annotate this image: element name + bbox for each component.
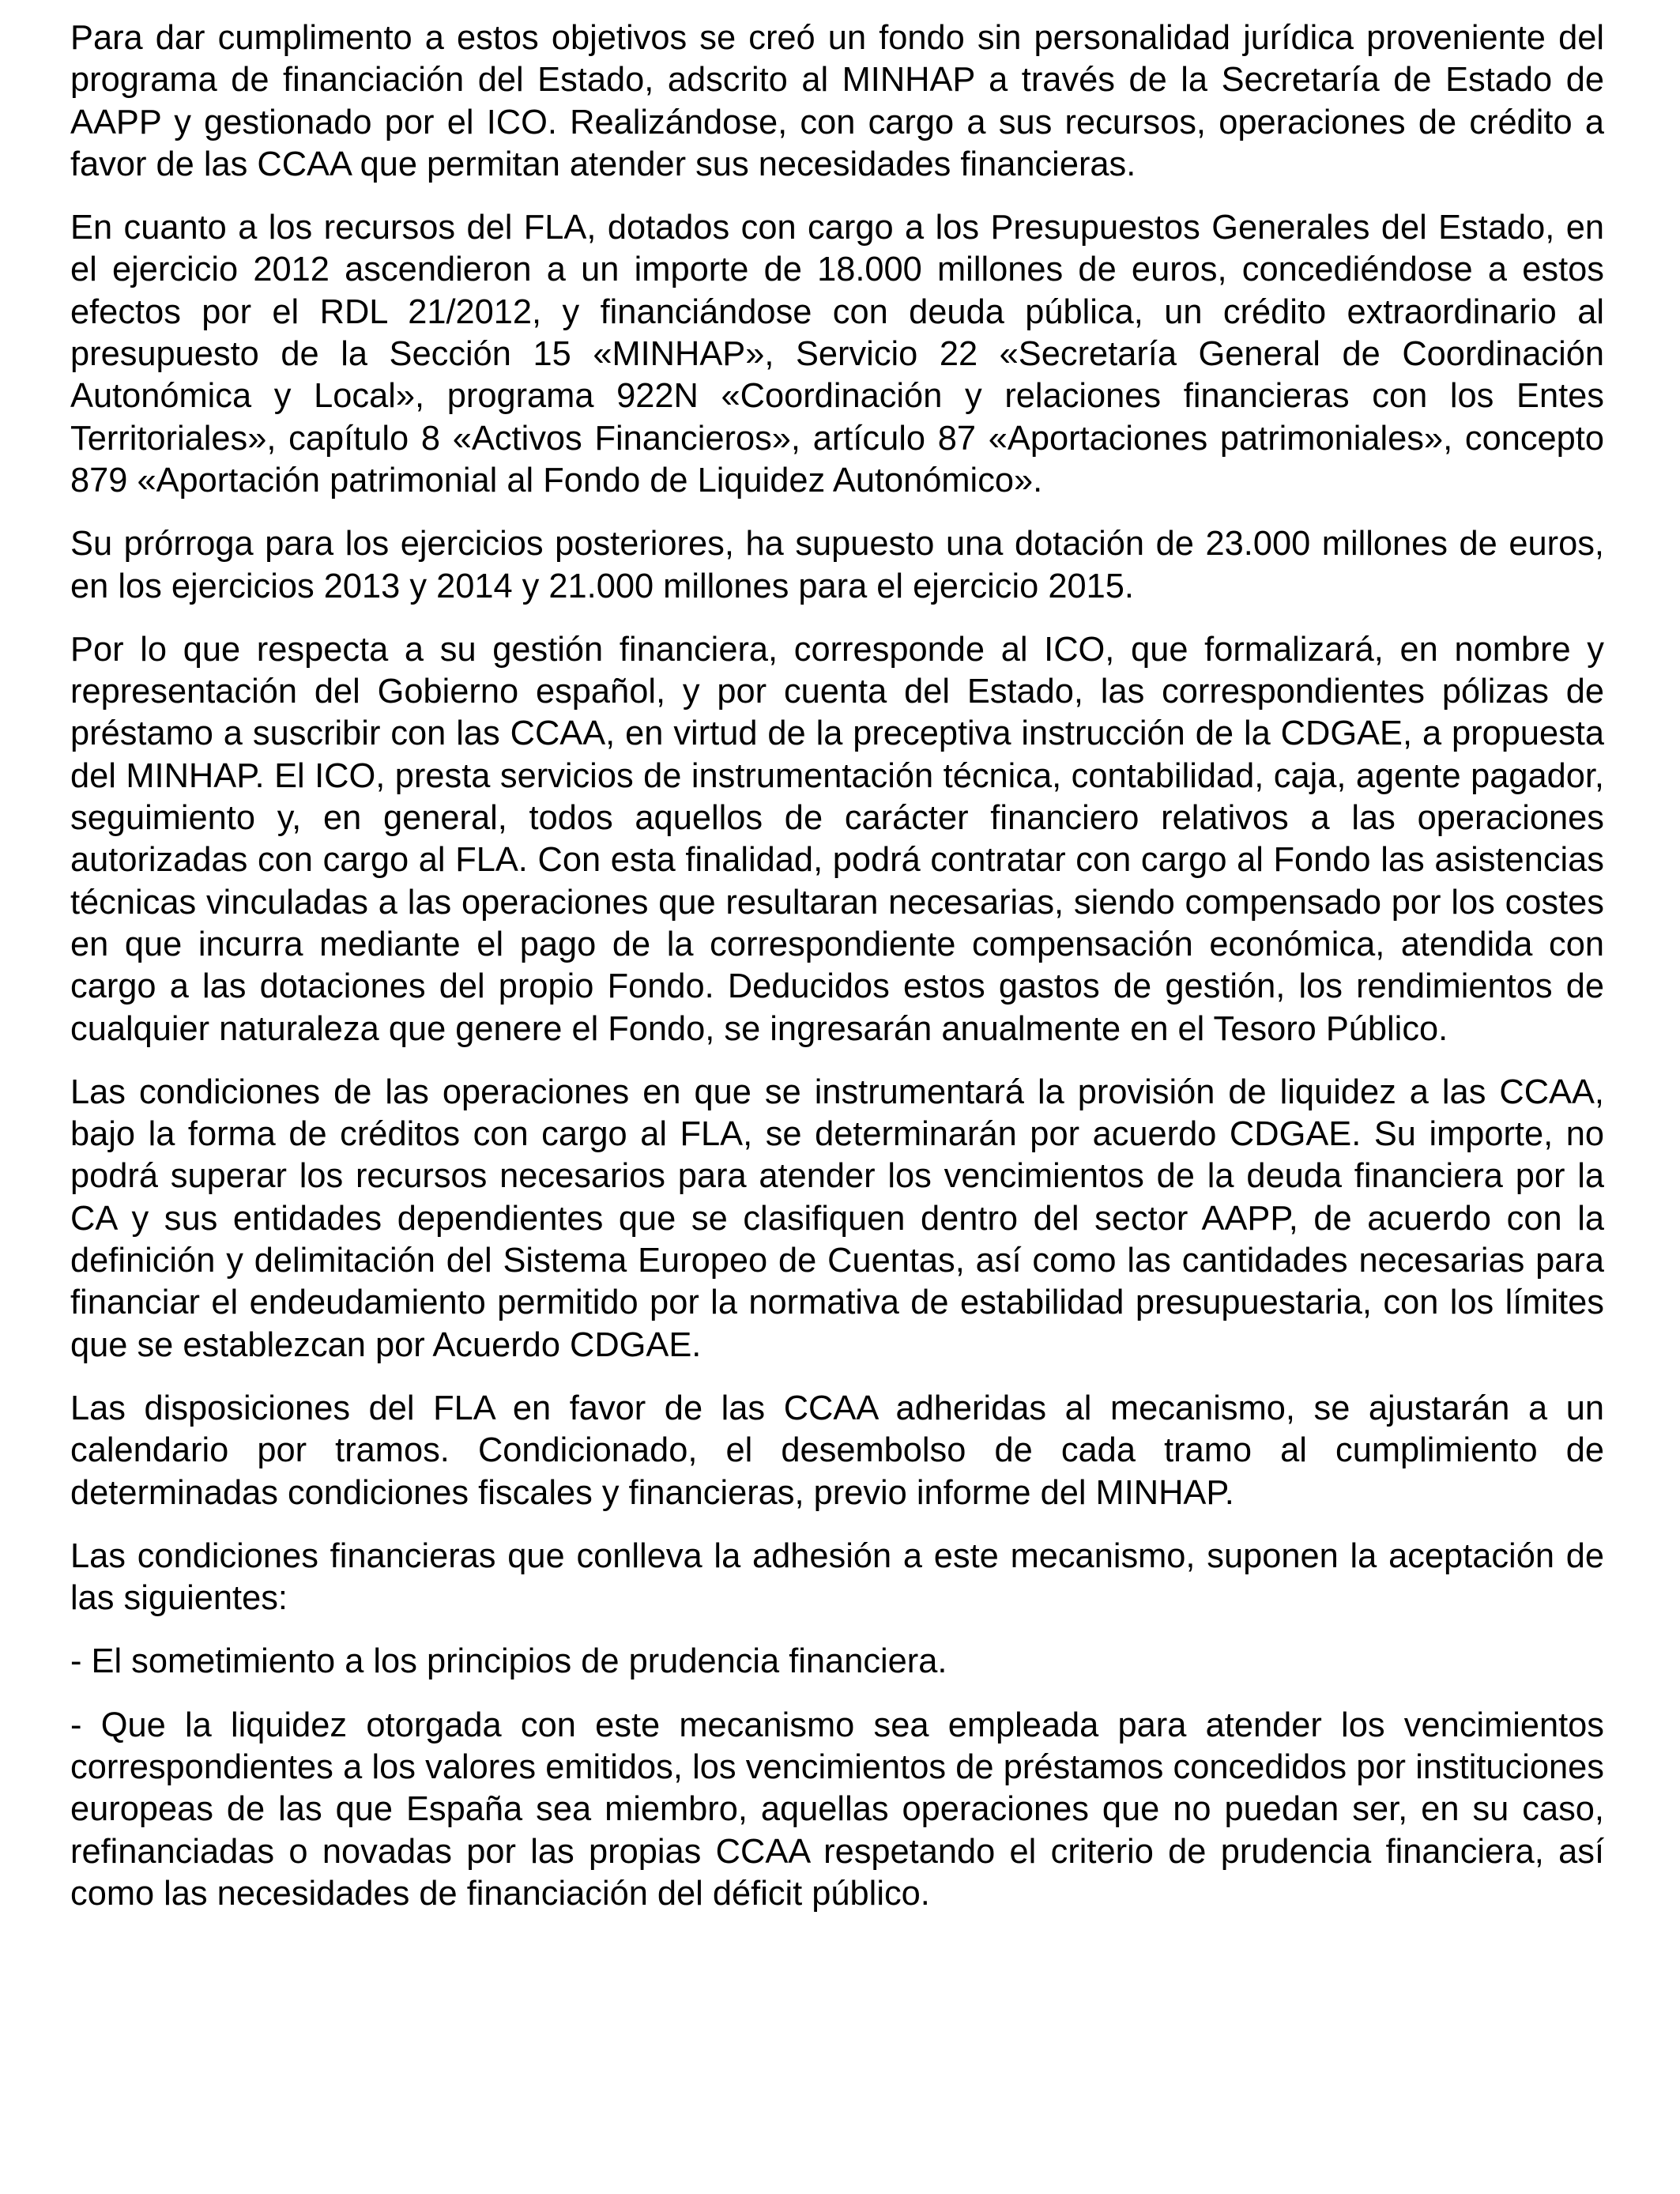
paragraph-fondo-creacion: Para dar cumplimento a estos objetivos se creó un fondo sin personalidad jurídica proveniente del programa de financiación del Estado, adscrito al MINHAP a través de la Secretaría de Estado de AAPP y gestionado por el ICO. Realizándose, con cargo a sus recursos, operaciones de crédito a favor de las CCAA que permitan atender sus necesidades financieras. [70,19,1604,183]
paragraph-gestion-financiera: Por lo que respecta a su gestión financiera, corresponde al ICO, que formalizará, en nombre y representación del Gobierno español, y por cuenta del Estado, las correspondientes pólizas de préstamo a suscribir con las CCAA, en virtud de la preceptiva instrucción de la CDGAE, a propuesta del MINHAP. El ICO, presta servicios de instrumentación técnica, contabilidad, caja, agente pagador, seguimiento y, en general, todos aquellos de carácter financiero relativos a las operaciones autorizadas con cargo al FLA. Con esta finalidad, podrá contratar con cargo al Fondo las asistencias técnicas vinculadas a las operaciones que resultaran necesarias, siendo compensado por los costes en que incurra mediante el pago de la correspondiente compensación económica, atendida con cargo a las dotaciones del propio Fondo. Deducidos estos gastos de gestión, los rendimientos de cualquier naturaleza que genere el Fondo, se ingresarán anualmente en el Tesoro Público. [70,630,1604,1048]
list-item-liquidez: - Que la liquidez otorgada con este mecanismo sea empleada para atender los vencimientos correspondientes a los valores emitidos, los vencimientos de préstamos concedidos por instituciones europeas de las que España sea miembro, aquellas operaciones que no puedan ser, en su caso, refinanciadas o novadas por las propias CCAA respetando el criterio de prudencia financiera, así como las necesidades de financiación del déficit público. [70,1706,1604,1913]
document-page [70,17,1604,1936]
paragraph-disposiciones: Las disposiciones del FLA en favor de las CCAA adheridas al mecanismo, se ajustarán a un calendario por tramos. Condicionado, el desembolso de cada tramo al cumplimiento de determinadas condiciones fiscales y financieras, previo informe del MINHAP. [70,1389,1604,1512]
paragraph-recursos-fla: En cuanto a los recursos del FLA, dotados con cargo a los Presupuestos Generales del Estado, en el ejercicio 2012 ascendieron a un importe de 18.000 millones de euros, concediéndose a estos efectos por el RDL 21/2012, y financiándose con deuda pública, un crédito extraordinario al presupuesto de la Sección 15 «MINHAP», Servicio 22 «Secretaría General de Coordinación Autonómica y Local», programa 922N «Coordinación y relaciones financieras con los Entes Territoriales», capítulo 8 «Activos Financieros», artículo 87 «Aportaciones patrimoniales», concepto 879 «Aportación patrimonial al Fondo de Liquidez Autonómico». [70,209,1604,499]
paragraph-prorroga: Su prórroga para los ejercicios posteriores, ha supuesto una dotación de 23.000 millones de euros, en los ejercicios 2013 y 2014 y 21.000 millones para el ejercicio 2015. [70,525,1604,605]
paragraph-condiciones-operaciones: Las condiciones de las operaciones en que se instrumentará la provisión de liquidez a las CCAA, bajo la forma de créditos con cargo al FLA, se determinarán por acuerdo CDGAE. Su importe, no podrá superar los recursos necesarios para atender los vencimientos de la deuda financiera por la CA y sus entidades dependientes que se clasifiquen dentro del sector AAPP, de acuerdo con la definición y delimitación del Sistema Europeo de Cuentas, así como las cantidades necesarias para financiar el endeudamiento permitido por la normativa de estabilidad presupuestaria, con los límites que se establezcan por Acuerdo CDGAE. [70,1072,1604,1364]
list-item-prudencia: - El sometimiento a los principios de prudencia financiera. [70,1642,947,1681]
paragraph-condiciones-financieras: Las condiciones financieras que conlleva la adhesión a este mecanismo, suponen la aceptación de las siguientes: [70,1536,1604,1618]
